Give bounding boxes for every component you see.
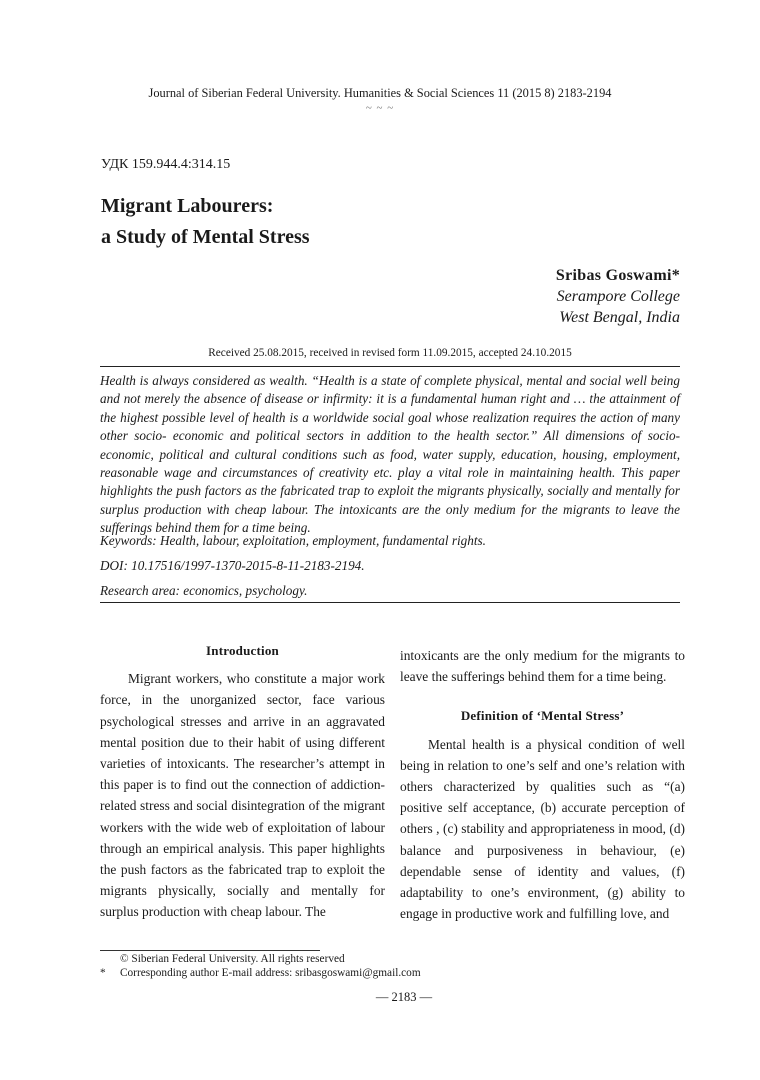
section-heading-definition: Definition of ‘Mental Stress’	[460, 708, 625, 724]
journal-header: Journal of Siberian Federal University. Humanities & Social Sciences 11 (2015 8) 2183-2194	[148, 86, 612, 100]
corresponding-author-footnote: Corresponding author E-mail address: sribasgoswami@gmail.com	[120, 967, 421, 979]
keywords: Keywords: Health, labour, exploitation, employment, fundamental rights.	[100, 533, 486, 548]
section-heading-introduction: Introduction	[206, 643, 279, 658]
introduction-paragraph: Migrant workers, who constitute a major work force, in the unorganized sector, face various psychological stresses and arrive in an aggravated mental position due to their habit of using different varieties of intoxicants. The researcher’s attempt in this paper is to find out the connection of addiction- related stress and social disintegration of the migrant workers with the wide web of exploitation of labour through an empirical analysis. This paper highlights the push factors as the fabricated trap to exploit the migrants physically, socially and mentally for surplus production with cheap labour. The	[100, 671, 385, 920]
body-column-left	[100, 640, 385, 923]
udk-code: УДК 159.944.4:314.15	[101, 157, 231, 172]
author-name: Sribas Goswami*	[555, 267, 680, 284]
footnote-asterisk: *	[100, 967, 106, 979]
author-affiliation-location: West Bengal, India	[559, 309, 680, 326]
research-area: Research area: economics, psychology.	[100, 583, 308, 598]
definition-paragraph: Mental health is a physical condition of well being in relation to one’s self and one’s relation with others characterized by qualities such as “(a) positive self acceptance, (b) accurate perception of others , (c) stability and appropriateness in mood, (d) balance and purposiveness in behaviour, (e) dependable sense of identity and values, (f) adaptability to one’s environment, (g) ability to engage in productive work and fulfilling love, and	[400, 736, 685, 922]
abstract-top-divider	[100, 366, 680, 367]
received-dates: Received 25.08.2015, received in revised form 11.09.2015, accepted 24.10.2015	[208, 347, 572, 359]
abstract-bottom-divider	[100, 602, 680, 603]
footnote-divider	[100, 950, 320, 951]
introduction-paragraph-continued: intoxicants are the only medium for the migrants to leave the sufferings behind them for a time being.	[400, 648, 685, 685]
author-affiliation-institution: Serampore College	[556, 288, 680, 305]
doi[interactable]: DOI: 10.17516/1997-1370-2015-8-11-2183-2194.	[100, 558, 365, 573]
abstract: Health is always considered as wealth. “Health is a state of complete physical, mental and social well being and not merely the absence of disease or infirmity: it is a fundamental human right and … the attainment of the highest possible level of health is a worldwide social goal whose realization requires the action of many other socio- economic and political sectors in addition to the health sector.” All dimensions of socio- economic, political and cultural conditions such as food, water supply, education, housing, employment, reasonable wage and circumstances of creativity etc. play a vital role in maintaining health. This paper highlights the push factors as the fabricated trap to exploit the migrants physically, socially and mentally for surplus production with cheap labour. The intoxicants are the only medium for the migrants to leave the sufferings behind them for a time being.	[100, 373, 680, 536]
copyright-footnote: © Siberian Federal University. All rights reserved	[120, 953, 345, 965]
header-ornament: ~ ~ ~	[365, 102, 395, 114]
body-column-right	[400, 645, 685, 924]
article-title-line1: Migrant Labourers:	[101, 195, 274, 217]
article-title-line2: a Study of Mental Stress	[101, 226, 310, 248]
page-number: — 2183 —	[375, 990, 433, 1004]
